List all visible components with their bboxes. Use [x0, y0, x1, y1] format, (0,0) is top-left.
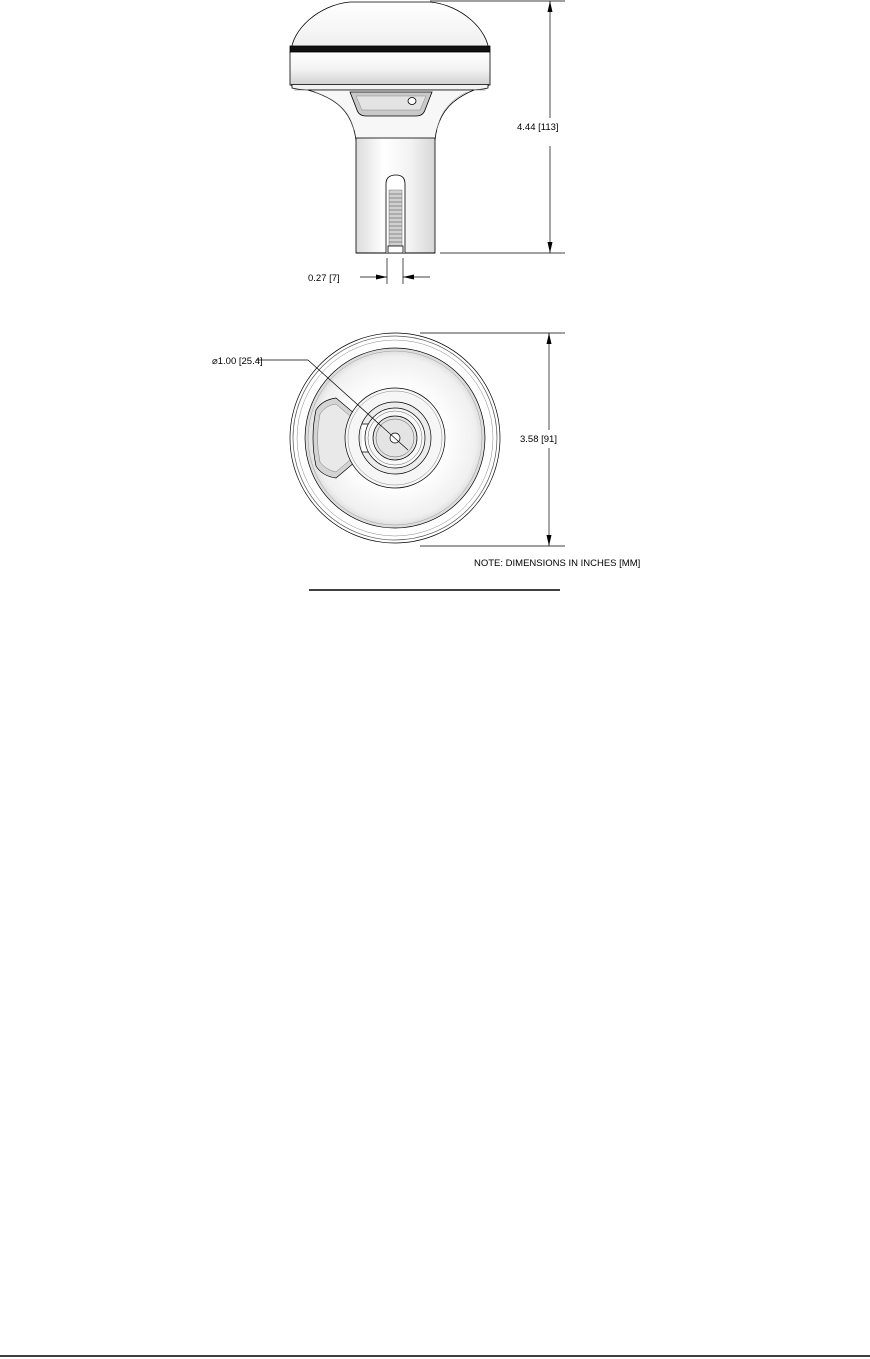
mount-diameter-value: 1.00 [25.4]: [217, 356, 263, 367]
height-dimension-label: 4.44 [113]: [517, 122, 559, 133]
slot-width-dimension: [360, 258, 430, 284]
antenna-dome: [291, 2, 489, 52]
screw-hole: [408, 98, 416, 105]
dimensions-note: NOTE: DIMENSIONS IN INCHES [MM]: [474, 558, 641, 569]
slot-width-dimension-label: 0.27 [7]: [308, 273, 340, 284]
mount-diameter-label: [212, 356, 263, 367]
dome-seam-band: [290, 46, 490, 52]
diameter-symbol: ⌀: [212, 356, 218, 367]
overall-diameter-label: 3.58 [91]: [520, 434, 557, 445]
body-ring: [290, 52, 490, 85]
side-view: [290, 2, 490, 253]
